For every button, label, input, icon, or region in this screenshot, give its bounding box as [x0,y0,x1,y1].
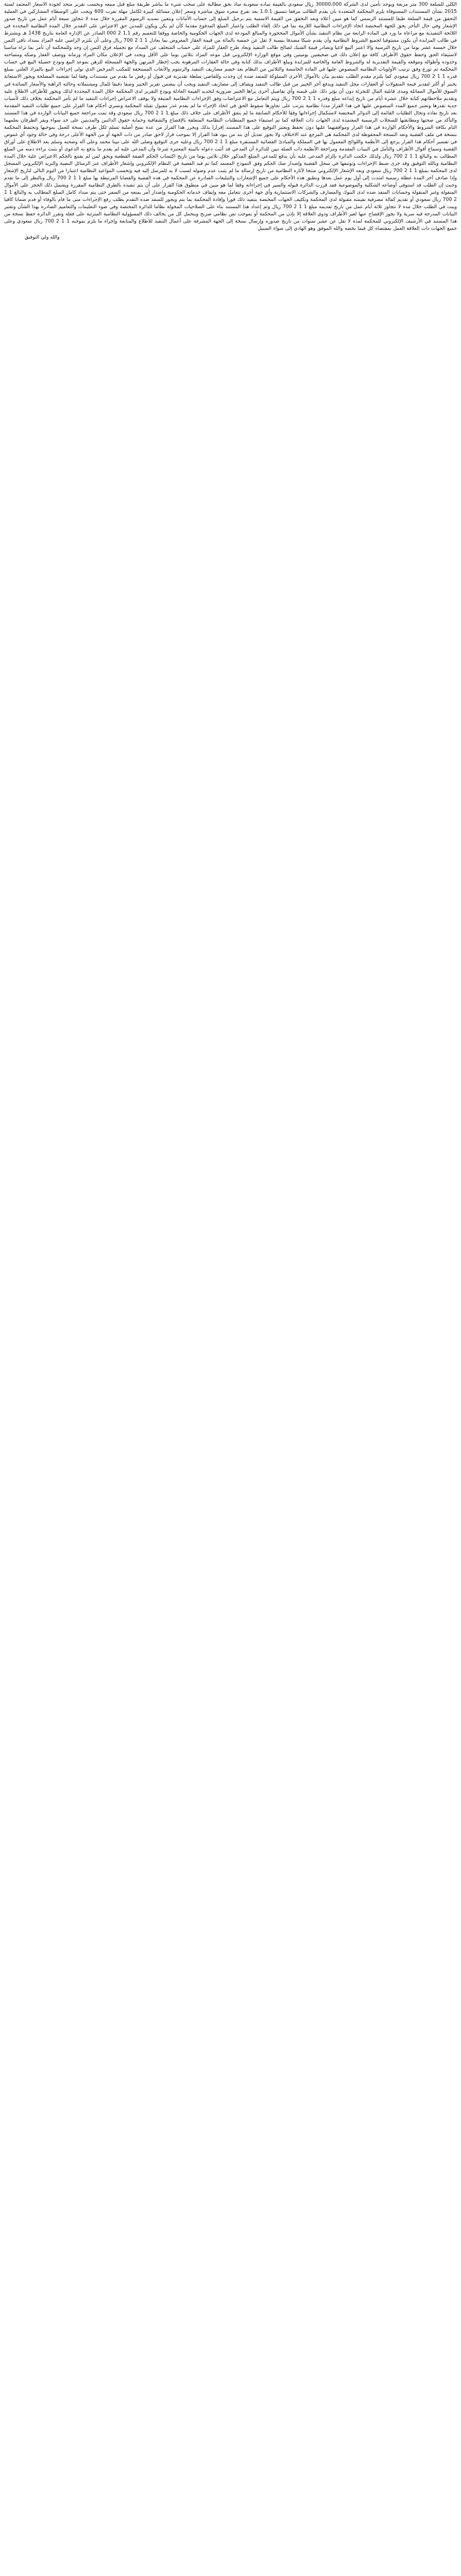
document-closing: والله ولي التوفيق [25,234,60,240]
document-body-text: الكلي للسلعة 300 متر مربعة ويوجد تأمين لدى الشركة 30000,000 ريال سعودي بالقيمة ساده سعودية ساد بحق مطالبة على سحب شيء ما يباشر طريقة مبلغ قبل مبيعه وبحسب تقرير متحد لجودة الاسعار المعتمد لسنة 2015 بشأن المستندات المستوفاة يلزم المحكمة المتعددة بان يقدم الطالب مرفقا تنسيق 1.0.1 بعد تفرغ سعره سوق مباشرة وسعر إعلان مسائلة كبيرة لكامل مهلة تقرب 600 ويجب على الوسطاء المشاركين في العملية التحقق من قيمة السلعة طبقا للمستند الرسمي كما هو مبين أعلاه وبعد التحقق من القيمة الاسمية يتم ترحيل المبلغ إلى حساب الأمانات ويتعين تسديد الرسوم المقررة خلال مدة لا تتجاوز سبعة أيام عمل من تاريخ صدور الإشعار وفي حال التأخر يحق للجهة المختصة اتخاذ الإجراءات النظامية اللازمة بما في ذلك إلغاء الطلب واعتبار المبلغ المدفوع مقدما كأن لم يكن ويكون للمدين حق الاعتراض على التقدير خلال المدة النظامية المحددة في اللائحة التنفيذية مع مراعاة ما ورد في المادة الرابعة من نظام التنفيذ بشأن الأموال المحجوزة والمبالغ المودعة لدى الجهات الحكومية والخاصة ووفقا للتعميم رقم 1,1 2 000 الصادر عن الإدارة العامة بتاريخ 1438 هـ ويشترط في طالب المزايدة أن يكون مستوفيا لجميع الشروط النظامية وأن يقدم شيكا مصدقا بنسبة لا تقل عن خمسة بالمائة من قيمة العقار المعروض بما يعادل 1 1 2 700 ريال وعلى أن يلتزم الراسي عليه المزاد بسداد باقي الثمن خلال خمسة عشر يوما من تاريخ الترسية والا اعتبر البيع لاغيا وتصادر قيمة الشيك لصالح طالب التنفيذ ويعاد طرح العقار للمزاد على حساب المتخلف عن السداد مع تحميله فرق الثمن إن وجد وللمحكمة أن تأمر بما تراه مناسبا لاستيفاء الحق وحفظ حقوق الأطراف كافة مع إعلان ذلك في صحيفتين يوميتين وفي موقع الوزارة الإلكتروني قبل موعد المزاد بثلاثين يوما على الأقل ويحدد في الإعلان مكان المزاد وزمانه ووصف العقار وصكه ومساحته وحدوده وأطواله وموقعه والقيمة التقديرية له والشروط العامة والخاصة للمزايدة ويبلغ الأطراف بذلك كتابة وفي حالة العقارات المرهونة يجب إخطار المرتهن والجهة المسجلة للرهن بموعد البيع وتودع حصيلة البيع في حساب المحكمة ثم توزع وفق ترتيب الأولويات النظامية المنصوص عليها في المادة الخامسة والثلاثين من النظام بعد خصم مصاريف التنفيذ والرسوم والأتعاب المستحقة للمكتب المرخص الذي تولى إجراءات البيع بالمزاد العلني بمبلغ قدره 1 1 2 700 ريال سعودي كما يلتزم مقدم الطلب بتقديم بيان بالأموال الأخرى المملوكة للمنفذ ضده إن وجدت وللقاضي سلطة تقديرية في قبول أو رفض ما يقدم من مستندات وفقا لما تقتضيه المصلحة ويجوز الاستعانة بخبير أو أكثر لتقدير قيمة المنقولات أو العقارات محل التنفيذ ويدفع أجر الخبير من قبل طالب التنفيذ ويضاف إلى مصاريف التنفيذ ويجب أن يتضمن تقرير الخبير وصفا دقيقا للمال ومشتملاته وحالته الراهنة والأسعار السائدة في السوق للأموال المماثلة ومدى قابلية المال للتجزئة دون أن يؤثر ذلك على قيمته وأي تفاصيل أخرى يراها الخبير ضرورية لتحديد القيمة العادلة ويودع التقرير لدى المحكمة خلال المدة المحددة لذلك ويجوز للأطراف الاطلاع عليه وتقديم ملاحظاتهم كتابة خلال عشرة أيام من تاريخ إيداعه مبلغ وقدره 1 1 2 700 ريال ويتم التعامل مع الاعتراضات وفق الإجراءات النظامية المتبعة ولا يوقف الاعتراض إجراءات التنفيذ ما لم تأمر المحكمة بخلاف ذلك لأسباب جدية تقدرها وتعتبر جميع المدد المنصوص عليها في هذا القرار مددا نظامية يترتب على تجاوزها سقوط الحق في اتخاذ الإجراء ما لم يقدم عذر مقبول تقبله المحكمة وتسري أحكام هذا القرار على جميع طلبات التنفيذ المقدمة بعد تاريخ نفاذه وتحال الطلبات القائمة إلى الدوائر المختصة لاستكمال إجراءاتها وفقا للأحكام السابقة ما لم يتفق الأطراف على خلاف ذلك مبلغ 1 1 2 700 ريال سعودي وقد تمت مراجعة جميع البيانات الواردة في هذا المستند والتأكد من صحتها ومطابقتها للسجلات الرسمية المعتمدة لدى الجهات ذات العلاقة كما تم استيفاء جميع المتطلبات النظامية المتعلقة بالإفصاح والشفافية وحماية حقوق الدائنين والمدينين على حد سواء ويقر الطرفان بعلمهما التام بكافة الشروط والأحكام الواردة في هذا القرار وموافقتهما عليها دون تحفظ ويعتبر التوقيع على هذا المستند إقرارا بذلك ويحرر هذا القرار من عدة نسخ أصلية تسلم لكل طرف نسخة للعمل بموجبها وتحتفظ المحكمة بنسخة في ملف القضية وتعد النسخة المحفوظة لدى المحكمة هي المرجع عند الاختلاف ولا يجوز تعديل أي بند من بنود هذا القرار إلا بموجب قرار لاحق صادر من ذات الجهة أو من الجهة الأعلى درجة وفي حالة وجود أي غموض في تفسير أحكام هذا القرار يرجع إلى الأنظمة واللوائح المعمول بها في المملكة والمبادئ القضائية المستقرة مبلغ 1 1 2 700 ريال وعليه جرى التوقيع وصلى الله على نبينا محمد وعلى آله وصحبه وسلم بعد الاطلاع على أوراق القضية وسماع أقوال الأطراف والتأمل في البينات المقدمة ومراجعة الأنظمة ذات الصلة تبين للدائرة أن المدعي قد أثبت دعواه بالبينة المعتبرة شرعا وأن المدعى عليه لم يقدم ما يدفع به الدعوى أو يثبت براءة ذمته من المبلغ المطالب به والبالغ 1 1 2 700 ريال ولذلك حكمت الدائرة بإلزام المدعى عليه بأن يدفع للمدعي المبلغ المذكور خلال ثلاثين يوما من تاريخ اكتساب الحكم الصفة القطعية ويحق لمن لم يقتنع بالحكم الاعتراض عليه خلال المدة النظامية وبالله التوفيق وقد جرى ضبط الإجراءات وتوثيقها في سجل القضية وإصدار صك الحكم وفق النموذج المعتمد كما تم قيد القضية في النظام الإلكتروني وإشعار الأطراف عبر الرسائل النصية والبريد الإلكتروني المسجل لدى المحكمة بمبلغ 1 1 2 700 ريال سعودي ويعد الإشعار الإلكتروني منتجا لآثاره النظامية من تاريخ إرساله ما لم يثبت عدم وصوله لسبب لا يد للمرسل إليه فيه وتحسب المواعيد النظامية اعتبارا من اليوم التالي لتاريخ الإشعار وإذا صادف آخر المدة عطلة رسمية امتدت إلى أول يوم عمل بعدها وتطبق هذه الأحكام على جميع الإشعارات والتبليغات الصادرة عن المحكمة في هذه القضية والقضايا المرتبطة بها مبلغ 1 1 2 700 ريال وبالنظر إلى ما تقدم وحيث إن الطلب قد استوفى أوضاعه الشكلية والموضوعية فقد قررت الدائرة قبوله والسير في إجراءاته وفقا لما هو مبين في منطوق هذا القرار على أن يتم تنفيذه بالطرق النظامية المقررة ويشمل ذلك الحجز على الأموال المنقولة وغير المنقولة وحسابات المنفذ ضده لدى البنوك والمصارف والشركات الاستثمارية وأي جهة أخرى تتعامل معه وإيقاف خدماته الحكومية وإصدار أمر بمنعه من السفر حتى يتم سداد كامل المبلغ المطالب به والبالغ 1 1 2 700 ريال سعودي أو تقديم كفالة مصرفية بقيمته مقبولة لدى المحكمة وتكليف الجهات المختصة بتنفيذ ذلك فورا وإفادة المحكمة بما يتم ويجوز للمنفذ ضده التقدم بطلب رفع الإجراءات متى ما قام بالوفاء أو قدم ضمانا كافيا ويبت في الطلب خلال مدة لا تتجاوز ثلاثة أيام عمل من تاريخ تقديمه مبلغ 1 1 2 700 ريال وتم إعداد هذا المستند بناء على الصلاحيات المخولة نظاما للدائرة المختصة وفي ضوء التعليمات والتعاميم الصادرة بهذا الشأن وتعتبر البيانات المدرجة فيه سرية ولا يجوز الإفصاح عنها لغير الأطراف وذوي العلاقة إلا بإذن من المحكمة أو بموجب نص نظامي صريح ويتحمل كل من يخالف ذلك المسؤولية النظامية المترتبة على فعله وتقرر الدائرة حفظ نسخة من هذا المستند في الأرشيف الإلكتروني للمحكمة لمدة لا تقل عن عشر سنوات من تاريخ صدوره وإرسال نسخة إلى الجهة المشرفة على أعمال التنفيذ للاطلاع والمتابعة وإجراء ما يلزم بموجبه 1 1 2 700 ريال سعودي وعلى جميع الجهات ذات العلاقة العمل بمقتضاه كل فيما يخصه والله الموفق وهو الهادي إلى سواء السبيل [4,2,457,232]
